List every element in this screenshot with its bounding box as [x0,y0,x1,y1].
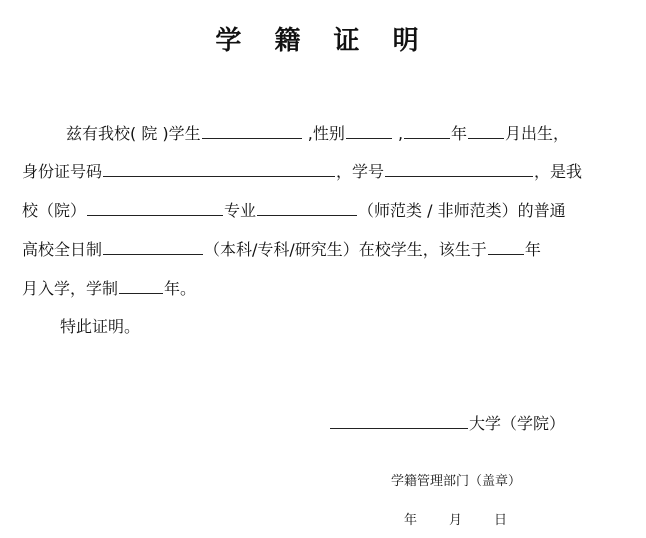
paragraph-line-5 [22,277,196,300]
date-year-label: 年 [404,513,418,528]
birth-month-field[interactable] [468,122,504,139]
text-month-born: 月出生， [505,124,570,143]
major-field[interactable] [257,199,357,216]
signature-department: 学籍管理部门（盖章） [391,474,522,489]
text-degree-type: （本科/专科/研究生）在校学生，该生于 [204,240,487,259]
text-enrollment: 月入学，学制 [22,279,119,298]
text-id-number: 身份证号码 [22,162,103,181]
university-name-field[interactable] [330,412,468,429]
paragraph-line-2 [22,160,582,183]
study-duration-field[interactable] [119,277,163,294]
paragraph-line-6: 特此证明。 [60,317,141,336]
text-student-number: ，学号 [336,162,385,181]
school-field[interactable] [87,199,223,216]
paragraph-line-1 [66,122,569,145]
paragraph-line-4 [22,238,541,261]
text-normal-category: （师范类 / 非师范类）的普通 [358,201,566,220]
document-title: 学 籍 证 明 [215,26,431,56]
education-level-field[interactable] [103,238,203,255]
text-gender: ,性别 [302,124,345,143]
signature-university [329,411,565,434]
text-fulltime: 高校全日制 [22,240,103,259]
date-day-label: 日 [494,513,508,528]
text-year: 年 [451,124,468,143]
paragraph-line-3 [22,199,566,222]
date-month-label: 月 [449,513,463,528]
text-year: 年 [524,240,541,259]
text-is-our: ，是我 [534,162,583,181]
id-number-field[interactable] [103,160,335,177]
student-name-field[interactable] [202,122,302,139]
text-student-intro: 兹有我校( 院 )学生 [66,124,201,143]
enrollment-year-field[interactable] [488,238,524,255]
text-comma: , [392,124,404,143]
text-school: 校（院） [22,201,87,220]
text-university: 大学（学院） [469,414,566,433]
birth-year-field[interactable] [404,122,450,139]
signature-date [404,509,507,528]
text-years-end: 年。 [164,279,197,298]
text-major: 专业 [224,201,257,220]
gender-field[interactable] [346,122,392,139]
student-number-field[interactable] [385,160,533,177]
